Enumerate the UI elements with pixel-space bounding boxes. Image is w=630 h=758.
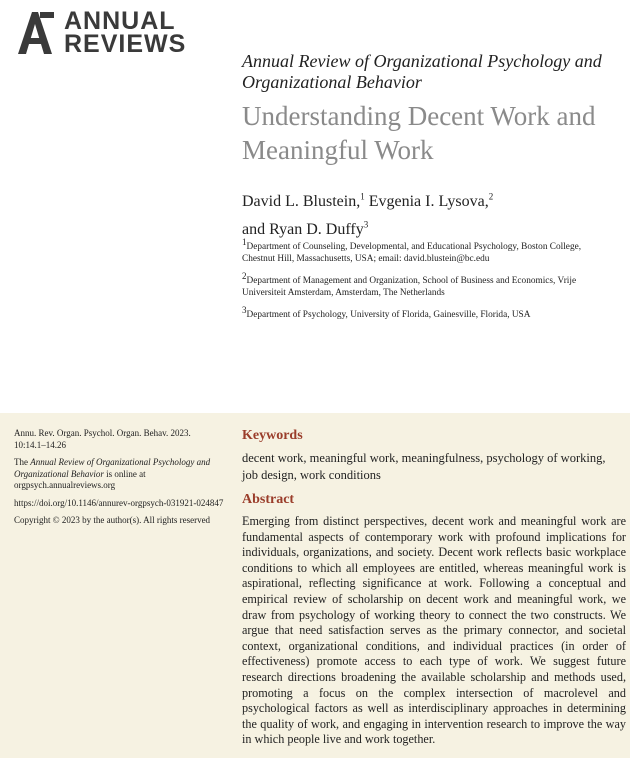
journal-name: Annual Review of Organizational Psychology and Organizational Behavior xyxy=(242,51,602,92)
affiliation-2: $^2$Department of Management and Organization, School of Business and Economics, Vrije Universiteit Amsterdam, Amsterdam, The Netherlands xyxy=(242,271,577,299)
logo-wordmark xyxy=(64,7,187,58)
author-1: David L. Blustein,$^1$ xyxy=(242,192,365,211)
logo-line-2: REVIEWS xyxy=(64,30,187,58)
keywords-heading: Keywords xyxy=(242,428,303,443)
annual-reviews-logo[interactable] xyxy=(14,7,194,60)
article-info-sidebar xyxy=(14,428,224,533)
logo-line-1: ANNUAL xyxy=(64,7,176,35)
copyright: Copyright © 2023 by the author(s). All rights reserved xyxy=(14,515,211,525)
author-list xyxy=(242,186,622,241)
abstract-text: Emerging from distinct perspectives, decent work and meaningful work are fundamental aspects of contemporary work with profound implications for individuals, organizations, and society. Decent work reflects basic workplace conditions to which all employees are entitled, whereas meaningful work is aspirational, reflecting significance at work. Following a conceptual and empirical review of scholarship on decent work and meaningful work, we draw from psychology of working theory to connect the two constructs. We argue that need satisfaction serves as the primary connector, and societal context, organizational conditions, and individual practices (in order of effectiveness) promote access to each type of work. We suggest future research directions broadening the available scholarship and methods used, promoting a focus on the complex intersection of macrolevel and psychological factors as well as interdisciplinary approaches in determining the quality of work, and engaging in intervention research to improve the way in which people live and work together. xyxy=(242,514,626,747)
affiliations xyxy=(242,236,612,326)
affiliation-1: $^1$Department of Counseling, Developmental, and Educational Psychology, Boston College, Chestnut Hill, Massachusetts, USA; email: david.blustein@bc.edu xyxy=(242,237,582,265)
online-notice: The Annual Review of Organizational Psychology and Organizational Behavior is online at orgpsych.annualreviews.org xyxy=(14,457,211,490)
citation: Annu. Rev. Organ. Psychol. Organ. Behav. 2023. 10:14.1–14.26 xyxy=(14,428,191,450)
annual-reviews-logo-icon xyxy=(14,10,56,56)
keywords-text: decent work, meaningful work, meaningfulness, psychology of working, job design, work conditions xyxy=(242,451,606,482)
doi-link[interactable]: https://doi.org/10.1146/annurev-orgpsych-031921-024847 xyxy=(14,497,224,508)
author-2: Evgenia I. Lysova,$^2$ xyxy=(368,192,494,211)
affiliation-3: $^3$Department of Psychology, University of Florida, Gainesville, Florida, USA xyxy=(242,305,531,321)
abstract-heading: Abstract xyxy=(242,492,295,507)
author-3: and Ryan D. Duffy$^3$ xyxy=(242,219,369,238)
article-title: Understanding Decent Work and Meaningful Work xyxy=(242,101,596,165)
